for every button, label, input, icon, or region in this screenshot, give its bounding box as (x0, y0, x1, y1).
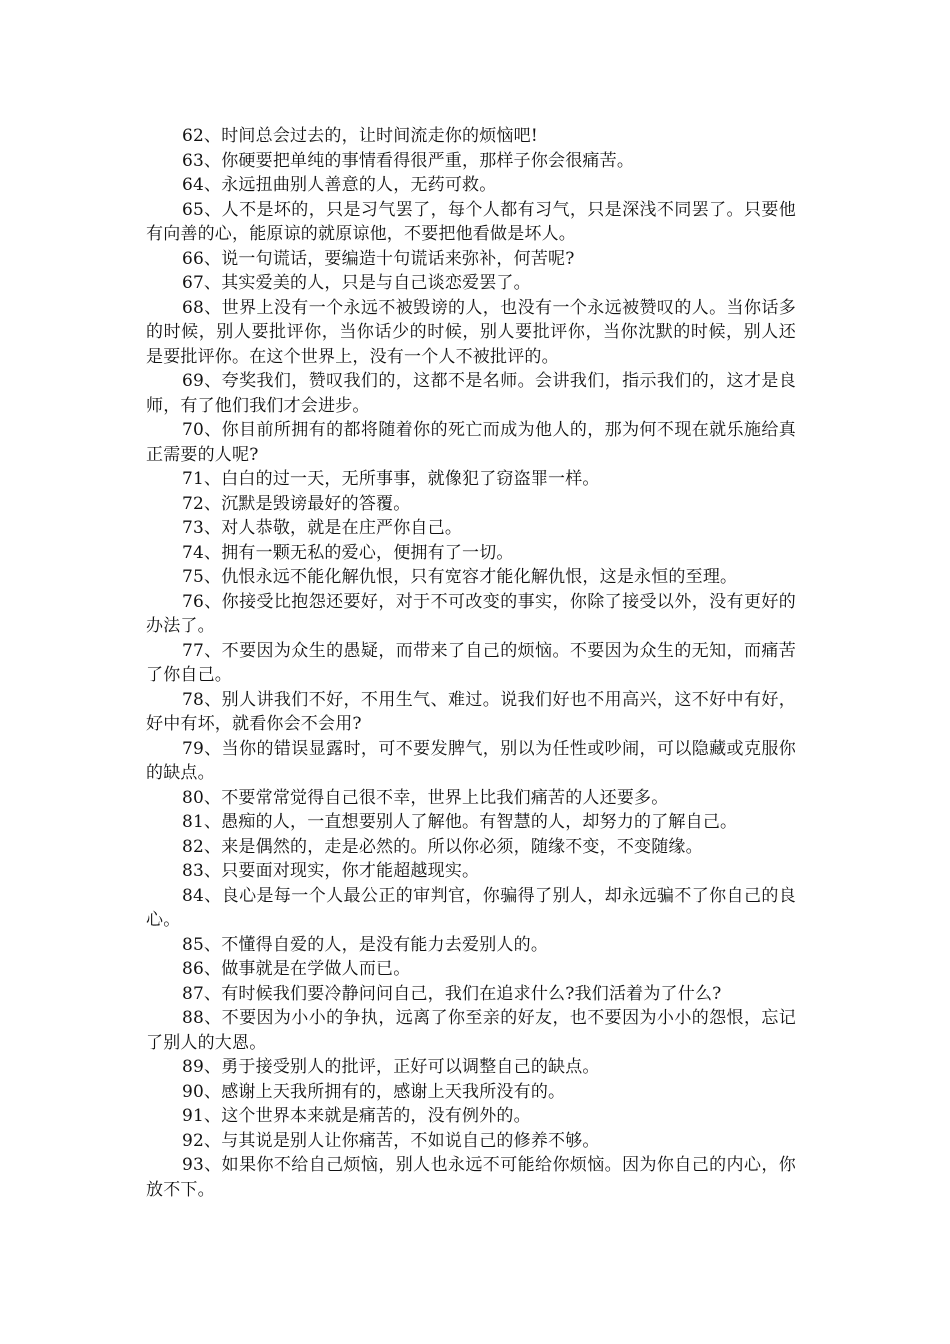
paragraph-89: 89、勇于接受别人的批评，正好可以调整自己的缺点。 (182, 1057, 600, 1077)
paragraph-65: 65、人不是坏的，只是习气罢了，每个人都有习气，只是深浅不同罢了。只要他有向善的心，能原谅的就原谅他，不要把他看做是坏人。 (146, 199, 796, 244)
paragraph-91: 91、这个世界本来就是痛苦的，没有例外的。 (182, 1106, 531, 1126)
paragraph-71: 71、白白的过一天，无所事事，就像犯了窃盗罪一样。 (182, 469, 600, 489)
paragraph-93: 93、如果你不给自己烦恼，别人也永远不可能给你烦恼。因为你自己的内心，你放不下。 (146, 1155, 796, 1200)
paragraph-83: 83、只要面对现实，你才能超越现实。 (182, 861, 480, 881)
paragraph-69: 69、夸奖我们，赞叹我们的，这都不是名师。会讲我们，指示我们的，这才是良师，有了他们我们才会进步。 (146, 371, 796, 416)
paragraph-72: 72、沉默是毁谤最好的答覆。 (182, 493, 411, 514)
paragraph-62: 62、时间总会过去的，让时间流走你的烦恼吧! (182, 126, 538, 146)
paragraph-78: 78、别人讲我们不好，不用生气、难过。说我们好也不用高兴，这不好中有好，好中有坏，就看你会不会用? (146, 689, 796, 734)
paragraph-79: 79、当你的错误显露时，可不要发脾气，别以为任性或吵闹，可以隐藏或克服你的缺点。 (146, 738, 796, 783)
paragraph-92: 92、与其说是别人让你痛苦，不如说自己的修养不够。 (182, 1130, 600, 1151)
paragraph-86: 86、做事就是在学做人而已。 (182, 959, 411, 979)
paragraph-73: 73、对人恭敬，就是在庄严你自己。 (182, 518, 463, 538)
paragraph-85: 85、不懂得自爱的人，是没有能力去爱别人的。 (182, 934, 549, 955)
paragraph-87: 87、有时候我们要冷静问问自己，我们在追求什么?我们活着为了什么? (182, 983, 722, 1004)
paragraph-74: 74、拥有一颗无私的爱心，便拥有了一切。 (182, 542, 514, 563)
document-body (146, 124, 796, 1202)
paragraph-84: 84、良心是每一个人最公正的审判官，你骗得了别人，却永远骗不了你自己的良心。 (146, 885, 796, 930)
paragraph-66: 66、说一句谎话，要编造十句谎话来弥补，何苦呢? (182, 248, 575, 269)
paragraph-82: 82、来是偶然的，走是必然的。所以你必须，随缘不变，不变随缘。 (182, 836, 703, 857)
paragraph-64: 64、永远扭曲别人善意的人，无药可救。 (182, 175, 497, 195)
paragraph-70: 70、你目前所拥有的都将随着你的死亡而成为他人的，那为何不现在就乐施给真正需要的人呢? (146, 420, 796, 465)
paragraph-80: 80、不要常常觉得自己很不幸，世界上比我们痛苦的人还要多。 (182, 787, 669, 808)
paragraph-75: 75、仇恨永远不能化解仇恨，只有宽容才能化解仇恨，这是永恒的至理。 (182, 567, 738, 587)
paragraph-88: 88、不要因为小小的争执，远离了你至亲的好友，也不要因为小小的怨恨，忘记了别人的大恩。 (146, 1008, 796, 1053)
paragraph-67: 67、其实爱美的人，只是与自己谈恋爱罢了。 (182, 273, 531, 293)
paragraph-81: 81、愚痴的人，一直想要别人了解他。有智慧的人，却努力的了解自己。 (182, 812, 738, 832)
paragraph-63: 63、你硬要把单纯的事情看得很严重，那样子你会很痛苦。 (182, 150, 635, 171)
paragraph-77: 77、不要因为众生的愚疑，而带来了自己的烦恼。不要因为众生的无知，而痛苦了你自己。 (146, 640, 796, 685)
paragraph-76: 76、你接受比抱怨还要好，对于不可改变的事实，你除了接受以外，没有更好的办法了。 (146, 591, 796, 636)
paragraph-90: 90、感谢上天我所拥有的，感谢上天我所没有的。 (182, 1081, 566, 1102)
paragraph-68: 68、世界上没有一个永远不被毁谤的人，也没有一个永远被赞叹的人。当你话多的时候，别人要批评你，当你话少的时候，别人要批评你，当你沈默的时候，别人还是要批评你。在这个世界上，没有一个人不被批评的。 (146, 297, 796, 367)
